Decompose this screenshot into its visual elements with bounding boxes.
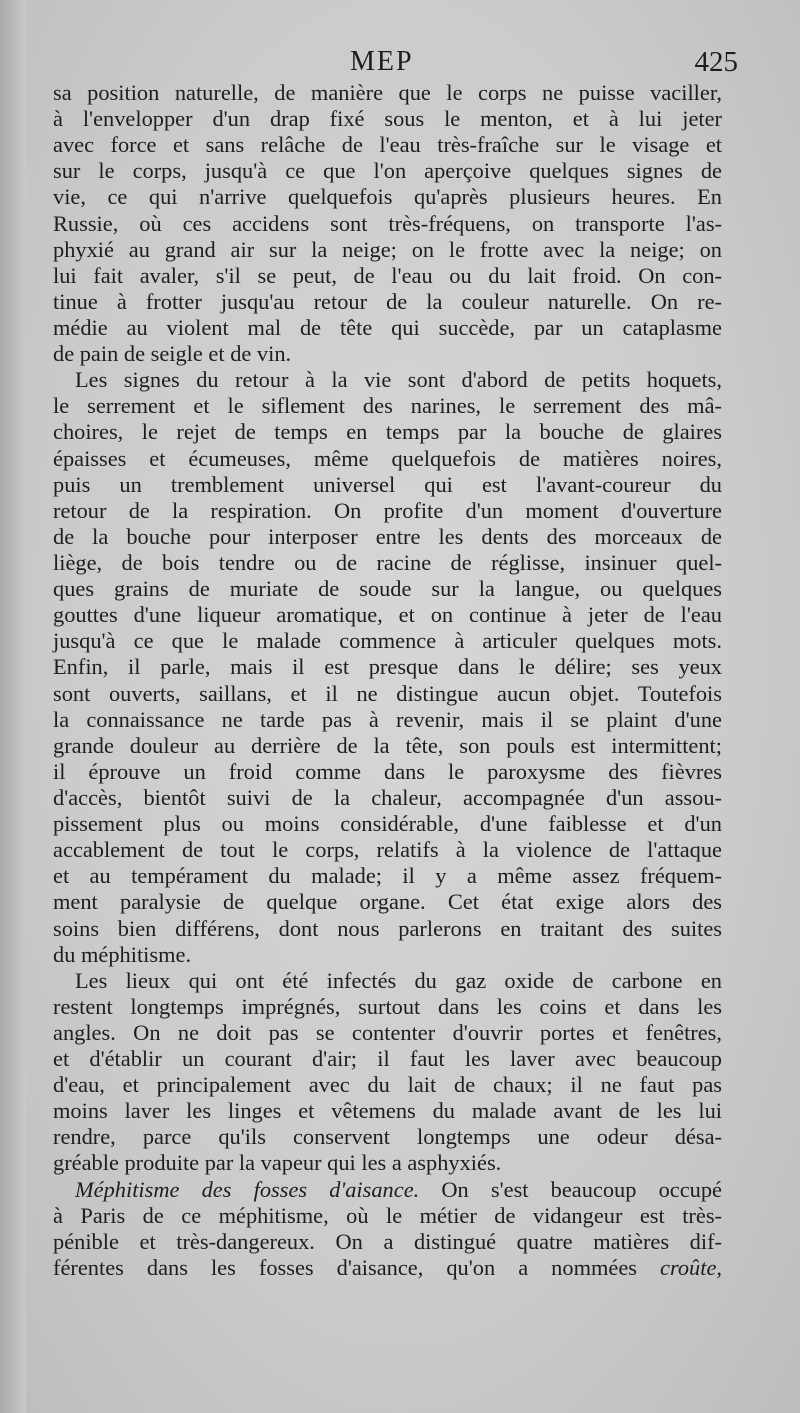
text-line — [53, 1255, 722, 1281]
text-line: gréable produite par la vapeur qui les a asphyxiés. — [53, 1150, 502, 1176]
text-line: moins laver les linges et vêtemens du malade avant de les lui — [53, 1098, 722, 1124]
text-line: restent longtemps imprégnés, surtout dans les coins et dans les — [53, 993, 722, 1019]
text-line: lui fait avaler, s'il se peut, de l'eau ou du lait froid. On con- — [53, 262, 722, 288]
running-head: MEP — [350, 46, 414, 77]
text-fragment: On s'est beaucoup occupé — [419, 1176, 722, 1202]
text-line: Les lieux qui ont été infectés du gaz oxide de carbone en — [75, 967, 722, 993]
body-text — [53, 80, 722, 1281]
text-line: Enfin, il parle, mais il est presque dans le délire; ses yeux — [53, 654, 722, 680]
text-line: retour de la respiration. On profite d'un moment d'ouverture — [53, 497, 722, 523]
paragraph — [53, 1177, 722, 1281]
text-line: du méphitisme. — [53, 941, 192, 967]
text-line: angles. On ne doit pas se contenter d'ouvrir portes et fenêtres, — [53, 1019, 722, 1045]
page-fold-shadow — [0, 0, 26, 1413]
text-line: pissement plus ou moins considérable, d'une faiblesse et d'un — [53, 811, 722, 837]
text-line: à Paris de ce méphitisme, où le métier de vidangeur est très- — [53, 1202, 722, 1228]
text-line: vie, ce qui n'arrive quelquefois qu'après plusieurs heures. En — [53, 184, 722, 210]
text-line: pénible et très-dangereux. On a distingué quatre matières dif- — [53, 1228, 722, 1254]
text-line: jusqu'à ce que le malade commence à articuler quelques mots. — [53, 628, 722, 654]
text-line: avec force et sans relâche de l'eau très-fraîche sur le visage et — [53, 132, 722, 158]
text-fragment: férentes dans les fosses d'aisance, qu'on a nommées — [53, 1254, 661, 1280]
text-line: ment paralysie de quelque organe. Cet état exige alors des — [53, 889, 722, 915]
text-line: Les signes du retour à la vie sont d'abord de petits hoquets, — [75, 367, 722, 393]
text-line: le serrement et le siflement des narines, le serrement des mâ- — [53, 393, 722, 419]
text-line — [53, 1177, 722, 1203]
text-line: sont ouverts, saillans, et il ne distingue aucun objet. Toutefois — [53, 680, 722, 706]
text-line: Russie, où ces accidens sont très-fréquens, on transporte l'as- — [53, 210, 722, 236]
text-line: médie au violent mal de tête qui succède, par un cataplasme — [53, 314, 722, 340]
text-line: et au tempérament du malade; il y a même assez fréquem- — [53, 863, 722, 889]
text-line: d'accès, bientôt suivi de la chaleur, accompagnée d'un assou- — [53, 784, 722, 810]
text-line: d'eau, et principalement avec du lait de chaux; il ne faut pas — [53, 1072, 722, 1098]
text-line: sur le corps, jusqu'à ce que l'on aperçoive quelques signes de — [53, 158, 722, 184]
paragraph — [53, 367, 722, 968]
text-line: sa position naturelle, de manière que le corps ne puisse vaciller, — [53, 80, 722, 105]
text-line: phyxié au grand air sur la neige; on le frotte avec la neige; on — [53, 236, 722, 262]
text-line: rendre, parce qu'ils conservent longtemps une odeur désa- — [53, 1124, 722, 1150]
text-line: puis un tremblement universel qui est l'avant-coureur du — [53, 471, 722, 497]
text-line: épaisses et écumeuses, même quelquefois de matières noires, — [53, 445, 722, 471]
text-line: soins bien différens, dont nous parlerons en traitant des suites — [53, 915, 722, 941]
text-line: choires, le rejet de temps en temps par la bouche de glaires — [53, 419, 722, 445]
text-line: de pain de seigle et de vin. — [53, 341, 292, 367]
text-line: ques grains de muriate de soude sur la langue, ou quelques — [53, 576, 722, 602]
text-line: à l'envelopper d'un drap fixé sous le menton, et à lui jeter — [53, 106, 722, 132]
text-line: accablement de tout le corps, relatifs à la violence de l'attaque — [53, 837, 722, 863]
text-line: gouttes d'une liqueur aromatique, et on continue à jeter de l'eau — [53, 602, 722, 628]
text-line: la connaissance ne tarde pas à revenir, mais il se plaint d'une — [53, 706, 722, 732]
italic-term: croûte, — [660, 1254, 722, 1280]
text-line: il éprouve un froid comme dans le paroxysme des fièvres — [53, 758, 722, 784]
page-number: 425 — [694, 46, 738, 78]
text-line: grande douleur au derrière de la tête, son pouls est intermittent; — [53, 732, 722, 758]
text-line: tinue à frotter jusqu'au retour de la couleur naturelle. On re- — [53, 288, 722, 314]
text-line: liège, de bois tendre ou de racine de réglisse, insinuer quel- — [53, 549, 722, 575]
paragraph — [53, 80, 722, 367]
text-line: et d'établir un courant d'air; il faut les laver avec beaucoup — [53, 1046, 722, 1072]
section-heading: Méphitisme des fosses d'aisance. — [75, 1176, 420, 1202]
text-line: de la bouche pour interposer entre les dents des morceaux de — [53, 523, 722, 549]
paragraph — [53, 968, 722, 1177]
